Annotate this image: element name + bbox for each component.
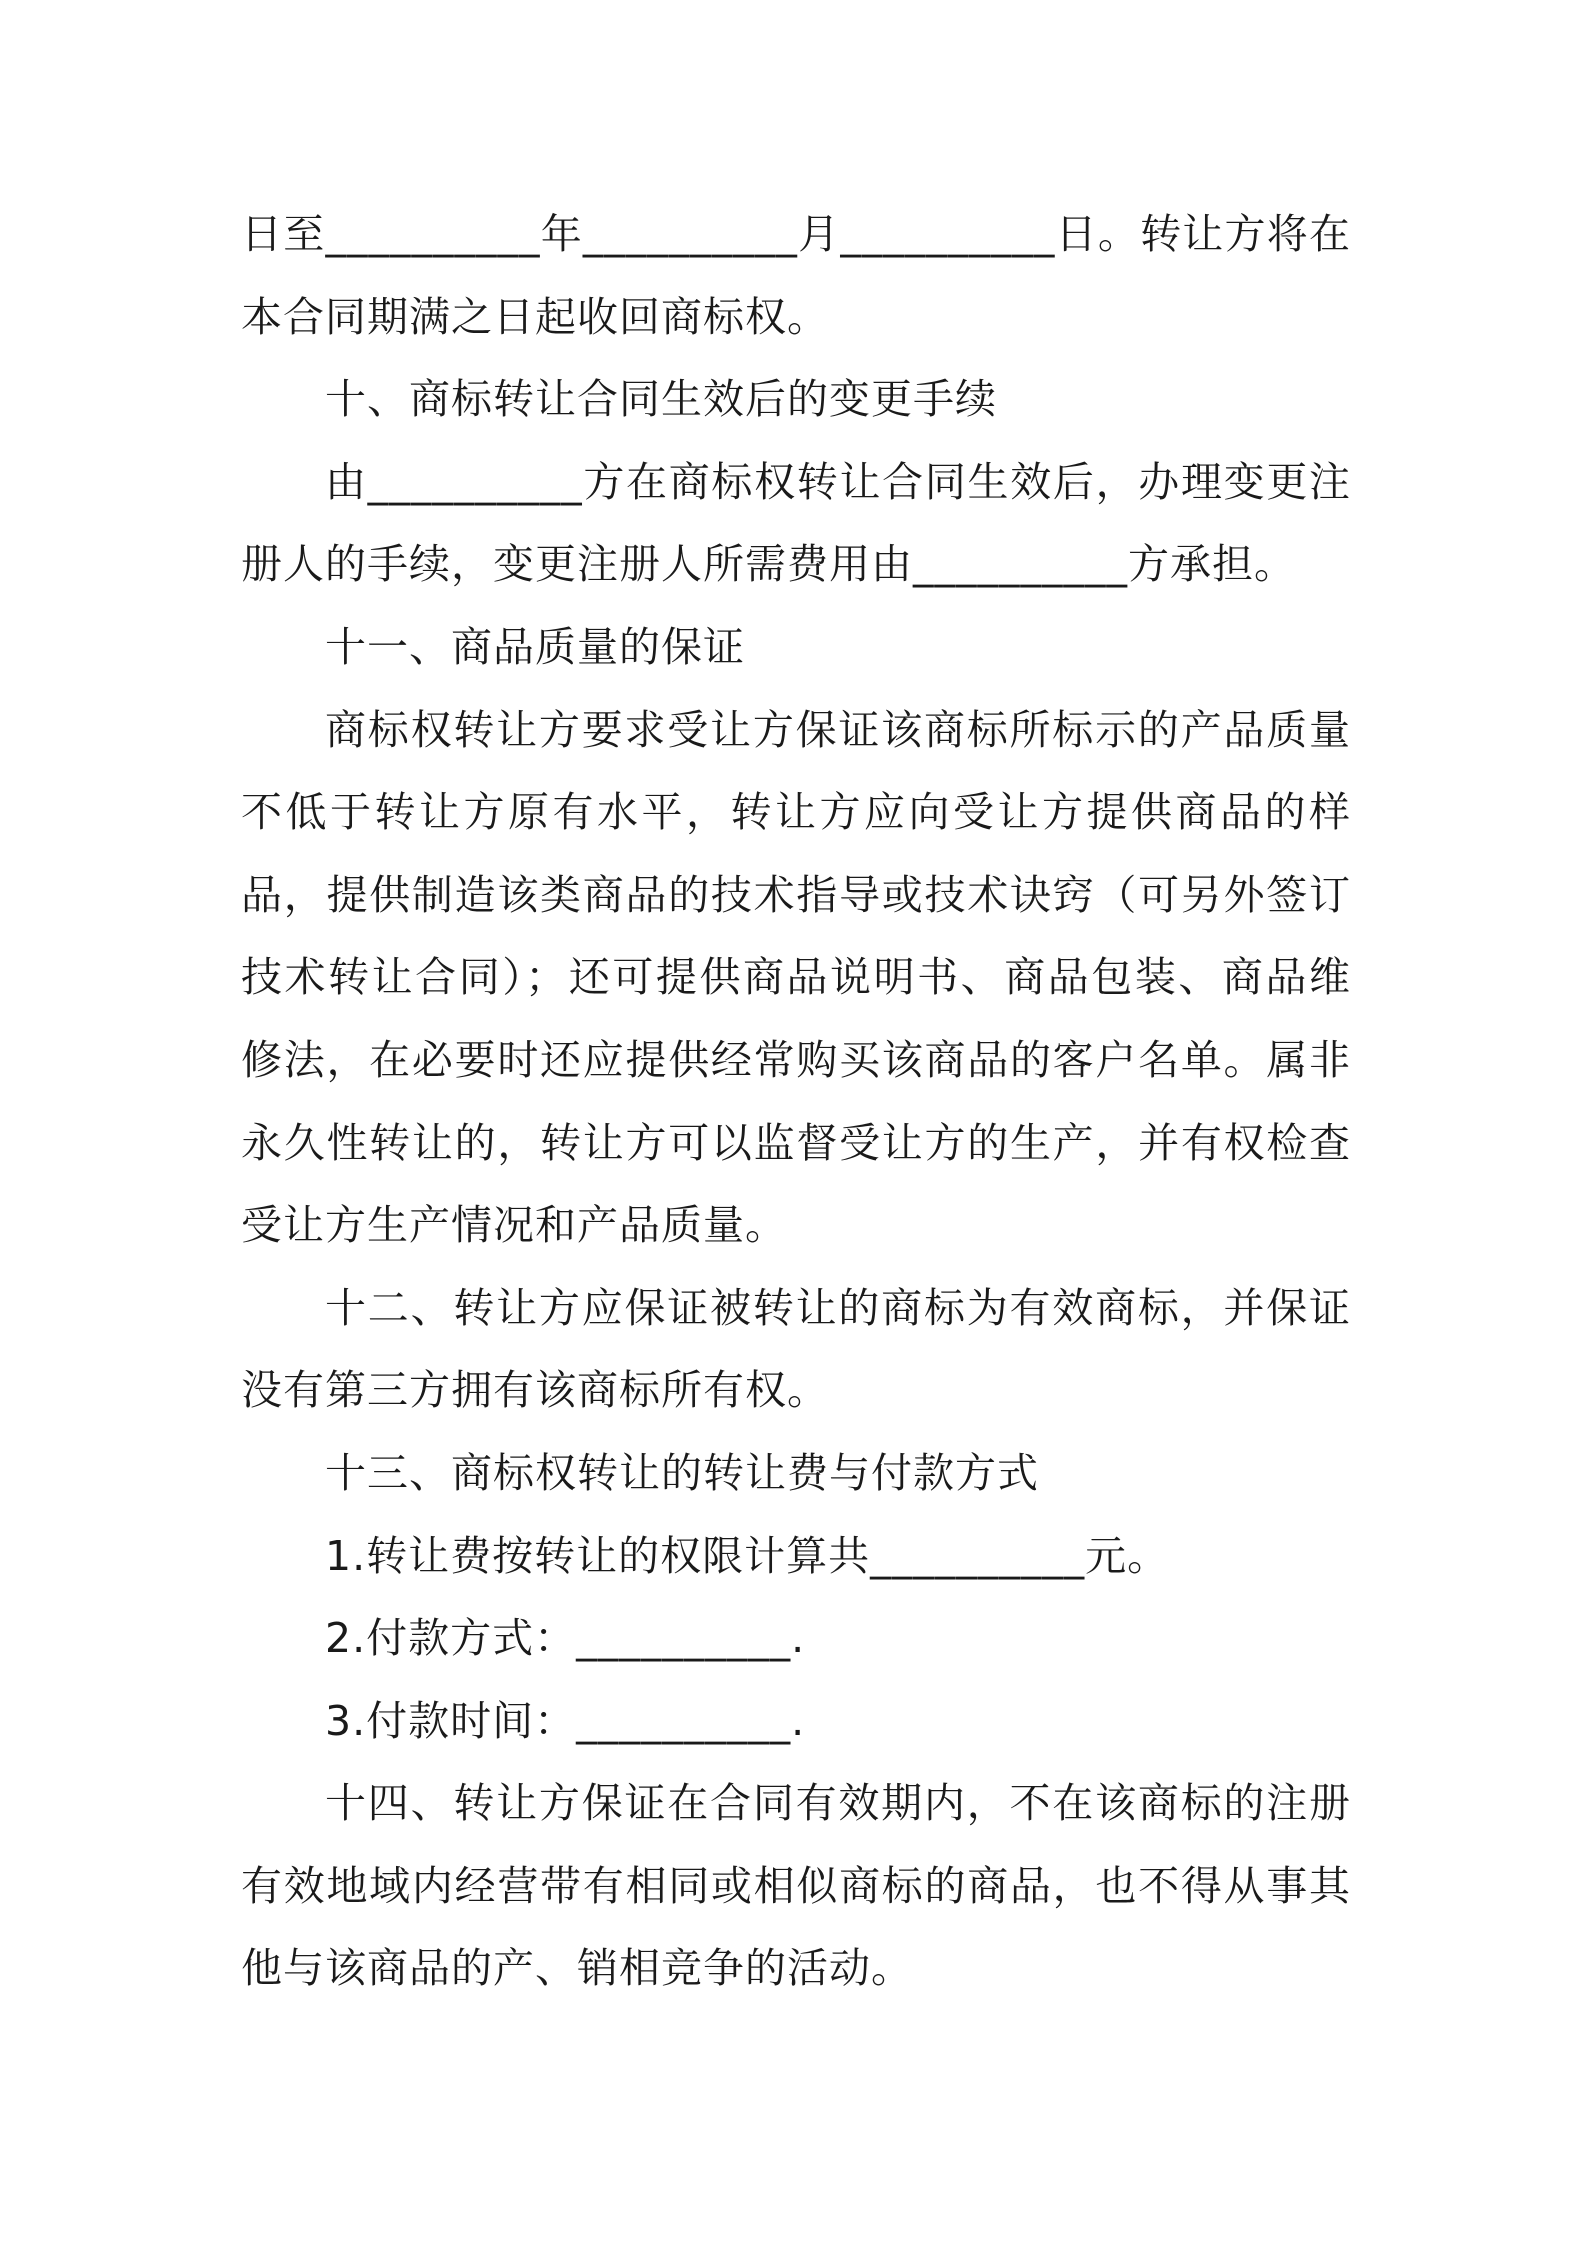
list-item-payment-method: 2.付款方式：__________. <box>325 1614 806 1663</box>
document-body <box>241 193 1351 2010</box>
section-heading-13: 十三、商标权转让的转让费与付款方式 <box>325 1448 1039 1497</box>
section-heading-12: 十二、转让方应保证被转让的商标为有效商标，并保证没有第三方拥有该商标所有权。 <box>241 1283 1351 1415</box>
section-heading-14: 十四、转让方保证在合同有效期内，不在该商标的注册有效地域内经营带有相同或相似商标的商品，也不得从事其他与该商品的产、销相竞争的活动。 <box>241 1779 1351 1993</box>
section-heading-11: 十一、商品质量的保证 <box>325 622 745 671</box>
paragraph-registration-change: 由__________方在商标权转让合同生效后，办理变更注册人的手续，变更注册人所需费用由__________方承担。 <box>241 457 1351 589</box>
section-heading-10: 十、商标转让合同生效后的变更手续 <box>325 375 997 424</box>
paragraph-continuation: 日至__________年__________月__________日。转让方将在本合同期满之日起收回商标权。 <box>241 210 1351 341</box>
list-item-payment-time: 3.付款时间：__________. <box>325 1696 806 1745</box>
paragraph-quality-guarantee: 商标权转让方要求受让方保证该商标所标示的产品质量不低于转让方原有水平，转让方应向受让方提供商品的样品，提供制造该类商品的技术指导或技术诀窍（可另外签订技术转让合同）；还可提供商品说明书、商品包装、商品维修法，在必要时还应提供经常购买该商品的客户名单。属非永久性转让的，转让方可以监督受让方的生产，并有权检查受让方生产情况和产品质量。 <box>241 705 1351 1250</box>
list-item-transfer-fee: 1.转让费按转让的权限计算共__________元。 <box>325 1531 1170 1580</box>
